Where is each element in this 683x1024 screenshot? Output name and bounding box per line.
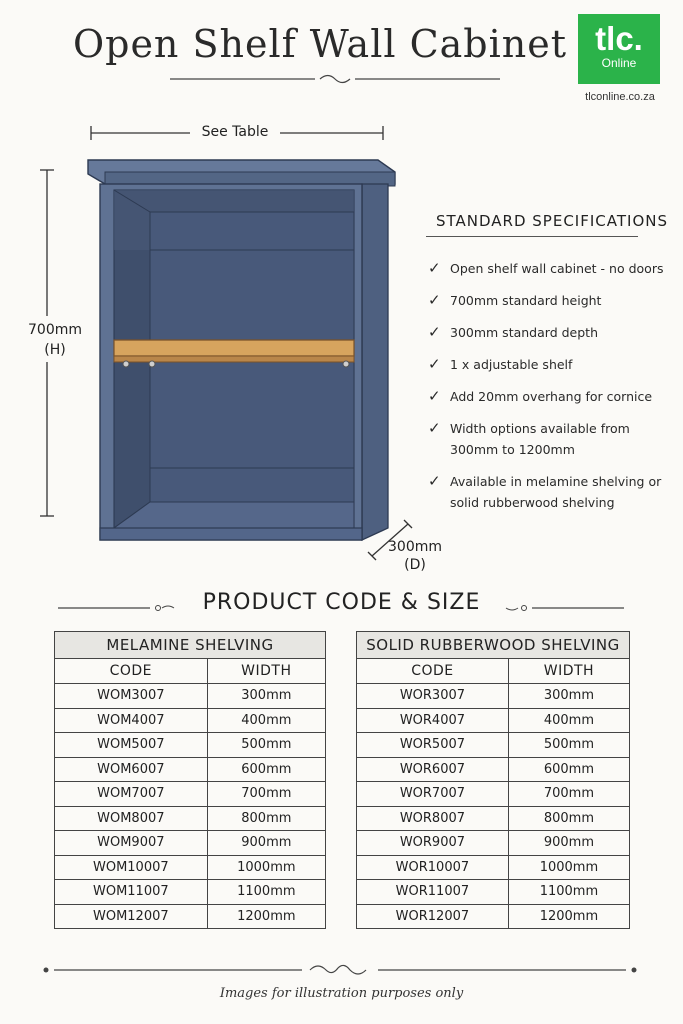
- logo-main-text: tlc.: [595, 20, 643, 57]
- depth-value: 300mm: [388, 539, 442, 555]
- table-caption: SOLID RUBBERWOOD SHELVING: [357, 632, 630, 659]
- section-title: PRODUCT CODE & SIZE: [202, 590, 481, 615]
- table-row: WOR4007 400mm: [357, 708, 630, 733]
- specs-title: STANDARD SPECIFICATIONS: [436, 212, 668, 230]
- table-row: WOR5007 500mm: [357, 733, 630, 758]
- table-row: WOR11007 1100mm: [357, 880, 630, 905]
- disclaimer-note: Images for illustration purposes only: [219, 986, 464, 1001]
- height-dimension-label: [20, 320, 90, 360]
- logo-sub-text: Online: [601, 56, 637, 70]
- table-row: WOM12007 1200mm: [55, 904, 326, 929]
- spec-item: ✓ 300mm standard depth: [428, 323, 598, 341]
- table-row: WOM5007 500mm: [55, 733, 326, 758]
- check-icon: ✓: [428, 387, 441, 405]
- check-icon: ✓: [428, 472, 441, 490]
- depth-abbr: (D): [404, 557, 426, 573]
- specs-divider: [426, 236, 638, 237]
- table-row: WOM7007 700mm: [55, 782, 326, 807]
- page-title: Open Shelf Wall Cabinet: [72, 22, 568, 66]
- check-icon: ✓: [428, 323, 441, 341]
- adjustable-shelf: [114, 340, 354, 356]
- check-icon: ✓: [428, 355, 441, 373]
- height-value: 700mm: [28, 322, 82, 338]
- table-row: WOM8007 800mm: [55, 806, 326, 831]
- table-row: WOR10007 1000mm: [357, 855, 630, 880]
- spec-item: ✓ Available in melamine shelving or solid rubberwood shelving: [428, 472, 662, 510]
- spec-item: ✓ Open shelf wall cabinet - no doors: [428, 259, 664, 277]
- check-icon: ✓: [428, 291, 441, 309]
- check-icon: ✓: [428, 419, 441, 437]
- table-row: WOM6007 600mm: [55, 757, 326, 782]
- table-row: WOM11007 1100mm: [55, 880, 326, 905]
- spec-item: ✓ 700mm standard height: [428, 291, 602, 309]
- table-row: WOR7007 700mm: [357, 782, 630, 807]
- depth-dimension-label: [385, 538, 445, 574]
- column-header-code: CODE: [357, 659, 509, 684]
- cabinet-side-right: [362, 184, 388, 540]
- check-icon: ✓: [428, 259, 441, 277]
- table-caption: MELAMINE SHELVING: [55, 632, 326, 659]
- specs-list: [428, 258, 673, 524]
- table-row: WOM3007 300mm: [55, 684, 326, 709]
- table-row: WOR8007 800mm: [357, 806, 630, 831]
- table-row: WOR9007 900mm: [357, 831, 630, 856]
- table-row: WOM9007 900mm: [55, 831, 326, 856]
- website-link[interactable]: tlconline.co.za: [585, 91, 655, 103]
- table-row: WOM4007 400mm: [55, 708, 326, 733]
- table-row: WOR3007 300mm: [357, 684, 630, 709]
- height-abbr: (H): [44, 342, 66, 358]
- spec-item: ✓ 1 x adjustable shelf: [428, 355, 573, 373]
- melamine-table: [54, 631, 326, 929]
- rubberwood-table: [356, 631, 630, 929]
- width-dimension-label: See Table: [190, 124, 280, 140]
- spec-item: ✓ Width options available from 300mm to 1200mm: [428, 419, 630, 457]
- column-header-width: WIDTH: [508, 659, 629, 684]
- column-header-code: CODE: [55, 659, 208, 684]
- column-header-width: WIDTH: [207, 659, 325, 684]
- table-row: WOM10007 1000mm: [55, 855, 326, 880]
- footer-ornament: [40, 962, 640, 978]
- spec-item: ✓ Add 20mm overhang for cornice: [428, 387, 653, 405]
- table-row: WOR12007 1200mm: [357, 904, 630, 929]
- table-row: WOR6007 600mm: [357, 757, 630, 782]
